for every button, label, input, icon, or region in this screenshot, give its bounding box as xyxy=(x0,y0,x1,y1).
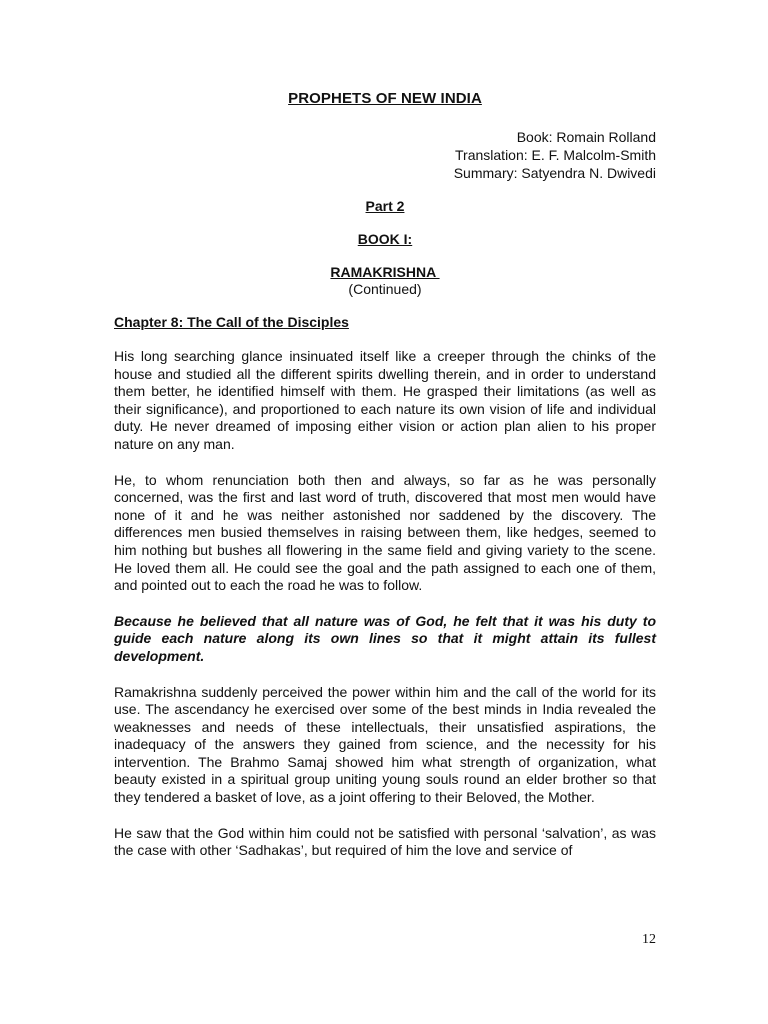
paragraph-3-emphasis: Because he believed that all nature was of God, he felt that it was his duty to guide each nature along its own lines so that it might attain its fullest development. xyxy=(114,612,656,664)
book-heading-wrap xyxy=(114,231,656,248)
book-heading: BOOK I: xyxy=(357,231,413,247)
page-number: 12 xyxy=(642,932,656,947)
chapter-heading: Chapter 8: The Call of the Disciples xyxy=(114,314,349,330)
continued-note: (Continued) xyxy=(348,281,422,297)
subject-heading: RAMAKRISHNA xyxy=(330,264,440,280)
subject-wrap xyxy=(114,264,656,298)
part-heading: Part 2 xyxy=(365,198,405,214)
document-page xyxy=(114,90,656,878)
paragraph-1: His long searching glance insinuated itself like a creeper through the chinks of the house and studied all the different spirits dwelling therein, and in order to understand them better, he identified himself with them. He grasped their limitations (as well as their significance), and proportioned to each nature its own vision of life and individual duty. He never dreamed of imposing either vision or action plan alien to his proper nature on any man. xyxy=(114,348,656,452)
paragraph-2: He, to whom renunciation both then and always, so far as he was personally concerned, was the first and last word of truth, discovered that most men would have none of it and he was neither astonished nor saddened by the discovery. The differences men busied themselves in raising between them, like hedges, seemed to him nothing but bushes all flowering in the same field and giving variety to the scene. He loved them all. He could see the goal and the path assigned to each one of them, and pointed out to each the road he was to follow. xyxy=(114,471,656,594)
paragraph-4: Ramakrishna suddenly perceived the power within him and the call of the world for its use. The ascendancy he exercised over some of the best minds in India revealed the weaknesses and needs of these intellectuals, their unsatisfied aspirations, the inadequacy of the answers they gained from science, and the necessity for his intervention. The Brahmo Samaj showed him what strength of organization, what beauty existed in a spiritual group uniting young souls round an elder brother so that they tendered a basket of love, as a joint offering to their Beloved, the Mother. xyxy=(114,683,656,806)
credit-book: Book: Romain Rolland xyxy=(516,129,656,145)
credits-block xyxy=(114,128,656,182)
credit-translation: Translation: E. F. Malcolm-Smith xyxy=(455,147,656,163)
part-heading-wrap xyxy=(114,198,656,215)
paragraph-5: He saw that the God within him could not be satisfied with personal ‘salvation’, as was the case with other ‘Sadhakas’, but required of him the love and service of xyxy=(114,824,656,859)
document-title: PROPHETS OF NEW INDIA xyxy=(288,90,482,107)
credit-summary: Summary: Satyendra N. Dwivedi xyxy=(453,165,656,181)
